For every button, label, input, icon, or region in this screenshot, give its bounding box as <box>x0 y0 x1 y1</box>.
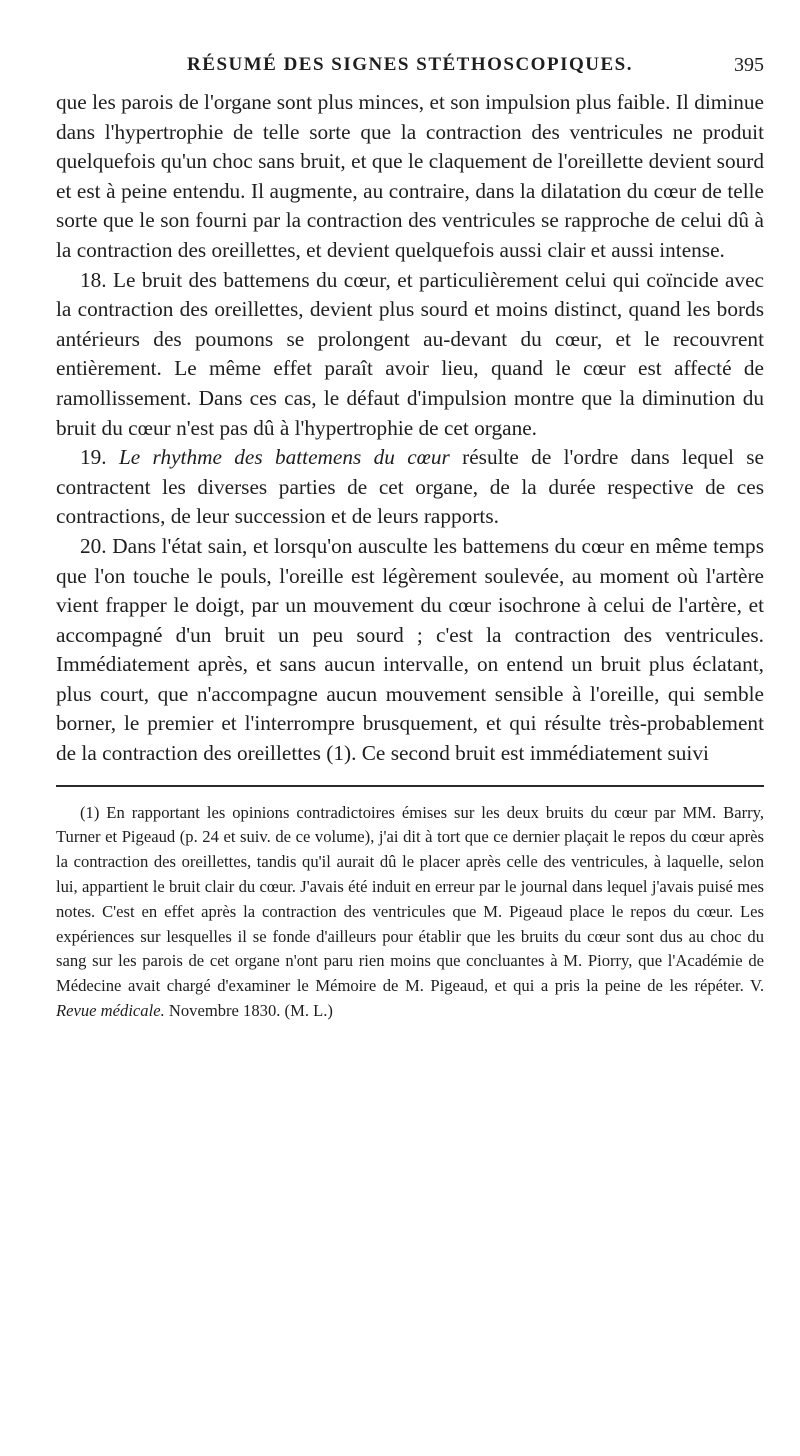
paragraph-continued: que les parois de l'organe sont plus minces, et son impulsion plus faible. Il diminue dans l'hypertrophie de telle sorte que la contraction des ventricules ne produit quelquefois qu'un choc sans bruit, et que le claquement de l'oreillette devient sourd et est à peine entendu. Il augmente, au contraire, dans la dilatation du cœur de telle sorte que le son fourni par la contraction des ventricules se rapproche de celui dû à la contraction des oreillettes, et devient quelquefois aussi clair et aussi intense. <box>56 90 764 262</box>
footnote-divider <box>56 785 764 787</box>
paragraph-18: 18. Le bruit des battemens du cœur, et particulièrement celui qui coïncide avec la contraction des oreillettes, devient plus sourd et moins distinct, quand les bords antérieurs des poumons se prolongent au-devant du cœur, et le recouvrent entièrement. Le même effet paraît avoir lieu, quand le cœur est affecté de ramollissement. Dans ces cas, le défaut d'impulsion montre que la diminution du bruit du cœur n'est pas dû à l'hypertrophie de cet organe. <box>56 267 764 440</box>
paragraph-19-text: résulte de l'ordre dans lequel se contractent les diverses parties de cet organe, de la durée respective de ces contractions, de leur succession et de leurs rapports. <box>56 445 765 529</box>
running-header <box>56 54 764 88</box>
paragraph-19 <box>56 443 764 532</box>
page-number: 395 <box>734 54 764 76</box>
paragraph-19-number: 19. <box>80 445 107 470</box>
footnote-text: (1) En rapportant les opinions contradictoires émises sur les deux bruits du cœur par MM. Barry, Turner et Pigeaud (p. 24 et suiv. de ce volume), j'ai dit à tort que ce dernier plaçait le repos du cœur après la contraction des oreillettes, tandis qu'il aurait dû le placer après celle des ventricules, à laquelle, selon lui, appartient le bruit clair du cœur. J'avais été induit en erreur par le journal dans lequel j'avais puisé mes notes. C'est en effet après la contraction des ventricules que M. Pigeaud place le repos du cœur. Les expériences sur lesquelles il se fonde d'ailleurs pour établir que les bruits du cœur sont dus au choc du sang sur les parois de cet organe n'ont paru rien moins que concluantes à M. Piorry, que l'Académie de Médecine avait chargé d'examiner le Mémoire de M. Pigeaud, et qui a pris la peine de les répéter. V. <box>56 802 764 996</box>
paragraph-19-italic-term: Le rhythme des battemens du cœur <box>118 445 450 470</box>
paragraph-20: 20. Dans l'état sain, et lorsqu'on ausculte les battemens du cœur en même temps que l'on touche le pouls, l'oreille est légèrement soulevée, au moment où l'artère vient frapper le doigt, par un mouvement du cœur isochrone à celui de l'artère, et accompagné d'un bruit un peu sourd ; c'est la contraction des ventricules. Immédiatement après, et sans aucun intervalle, on entend un bruit plus éclatant, plus court, que n'accompagne aucun mouvement sensible à l'oreille, qui semble borner, le premier et l'interrompre brusquement, et qui résulte très-probablement de la contraction des oreillettes (1). Ce second bruit est immédiatement suivi <box>56 533 764 766</box>
main-text <box>56 88 764 769</box>
footnote-1 <box>56 801 764 1024</box>
footnote-journal-title: Revue médicale. <box>56 1001 165 1021</box>
footnote-citation-date: Novembre 1830. (M. L.) <box>168 1001 333 1021</box>
document-page <box>56 54 764 1024</box>
running-title: RÉSUMÉ DES SIGNES STÉTHOSCOPIQUES. <box>187 54 633 75</box>
